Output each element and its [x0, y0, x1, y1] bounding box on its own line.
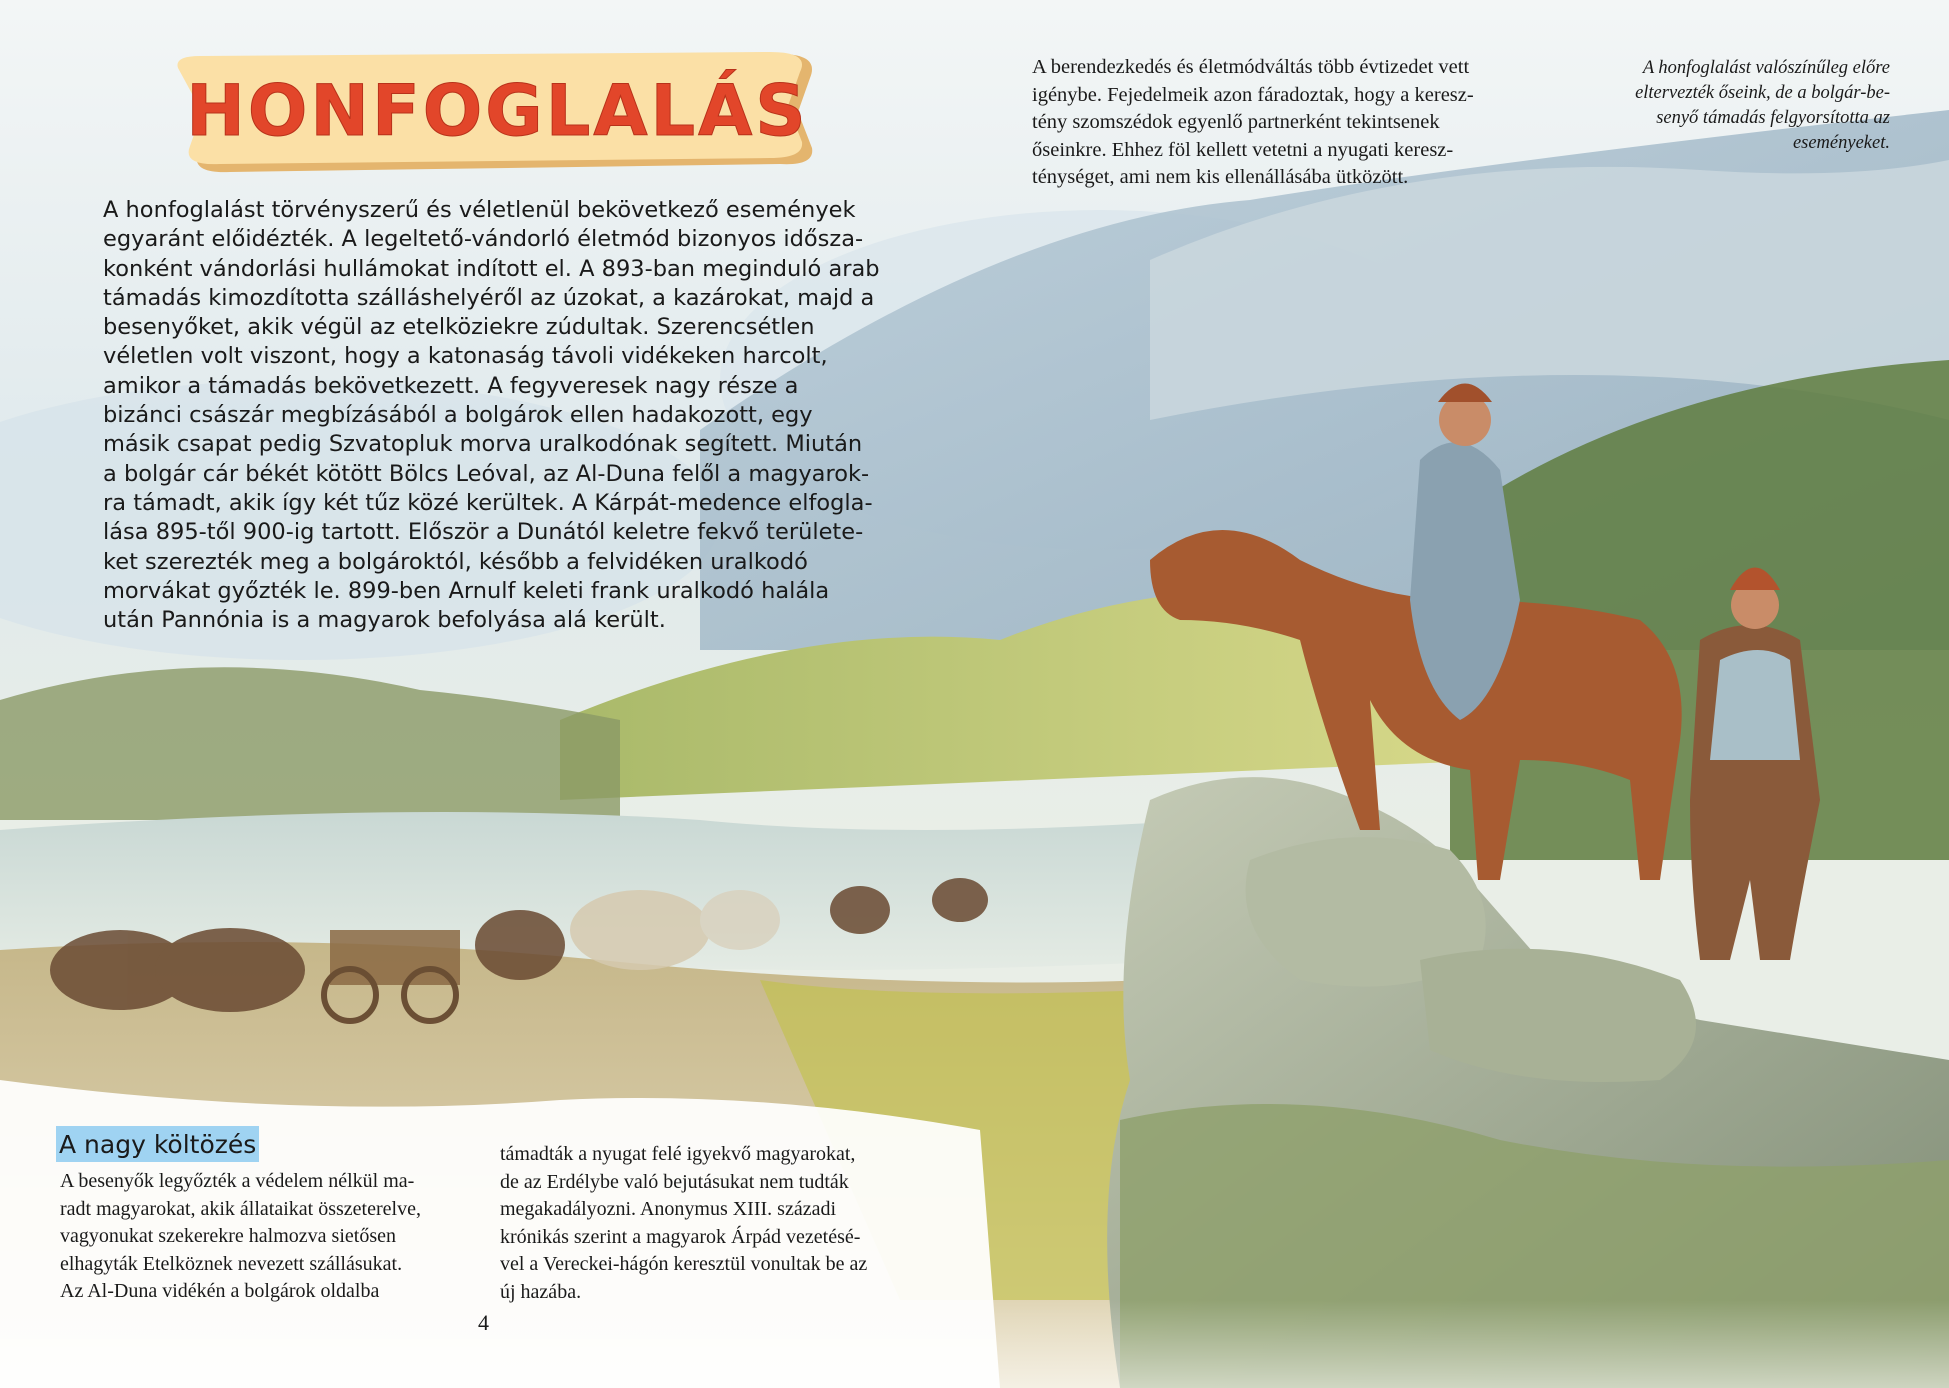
right-paragraph: A berendezkedés és életmódváltás több évtizedet vett igénybe. Fejedelmeik azon fáradoztak, hogy a keresz- tény szomszédok egyenlő partnerként tekintsenek őseinkre. Ehhez föl kellett vetetni a nyugati keresz- ténységet, ami nem kis ellenállásába ütközött. — [1032, 56, 1474, 188]
page-number: 4 — [478, 1310, 489, 1335]
page-title: HONFOGLALÁS — [186, 70, 809, 152]
section-column-1: A besenyők legyőzték a védelem nélkül ma- radt magyarokat, akik állataikat összeterelve, vagyonukat szekerekre halmozva sietősen elhagyták Etelköznek nevezett szállásukat. Az Al-Duna vidékén a bolgárok oldalba — [60, 1170, 421, 1303]
intro-paragraph: A honfoglalást törvényszerű és véletlenül bekövetkező események egyaránt előidézték. A legeltető-vándorló életmód bizonyos idősza- konként vándorlási hullámokat indított el. A 893-ban meginduló arab támadás kimozdította szálláshelyéről az úzokat, a kazárokat, majd a besenyőket, akik végül az etelköziekre zúdultak. Szerencsétlen véletlen volt viszont, hogy a katonaság távoli vidékeken harcolt, amikor a támadás bekövetkezett. A fegyveresek nagy része a bizánci császár megbízásából a bolgárok ellen hadakozott, egy másik csapat pedig Szvatopluk morva uralkodónak segített. Miután a bolgár cár békét kötött Bölcs Leóval, az Al-Duna felől a magyarok- ra támadt, akik így két tűz közé kerültek. A Kárpát-medence elfogla- lása 895-től 900-ig tartott. Először a Dunától keletre fekvő területe- ket szerezték meg a bolgároktól, később a felvidéken uralkodó morvákat győzték le. 899-ben Arnulf keleti frank uralkodó halála után Pannónia is a magyarok befolyása alá került. — [103, 197, 880, 634]
section-column-2: támadták a nyugat felé igyekvő magyarokat, de az Erdélybe való bejutásukat nem tudták megakadályozni. Anonymus XIII. századi krónikás szerint a magyarok Árpád vezetésé- vel a Vereckei-hágón keresztül vonultak be az új hazába. — [500, 1143, 868, 1303]
illustration-caption: A honfoglalást valószínűleg előre eltervezték őseink, de a bolgár-be- senyő támadás felgyorsította az eseményeket. — [1635, 58, 1890, 153]
section-heading: A nagy költözés — [56, 1126, 259, 1162]
title-banner — [170, 48, 825, 176]
